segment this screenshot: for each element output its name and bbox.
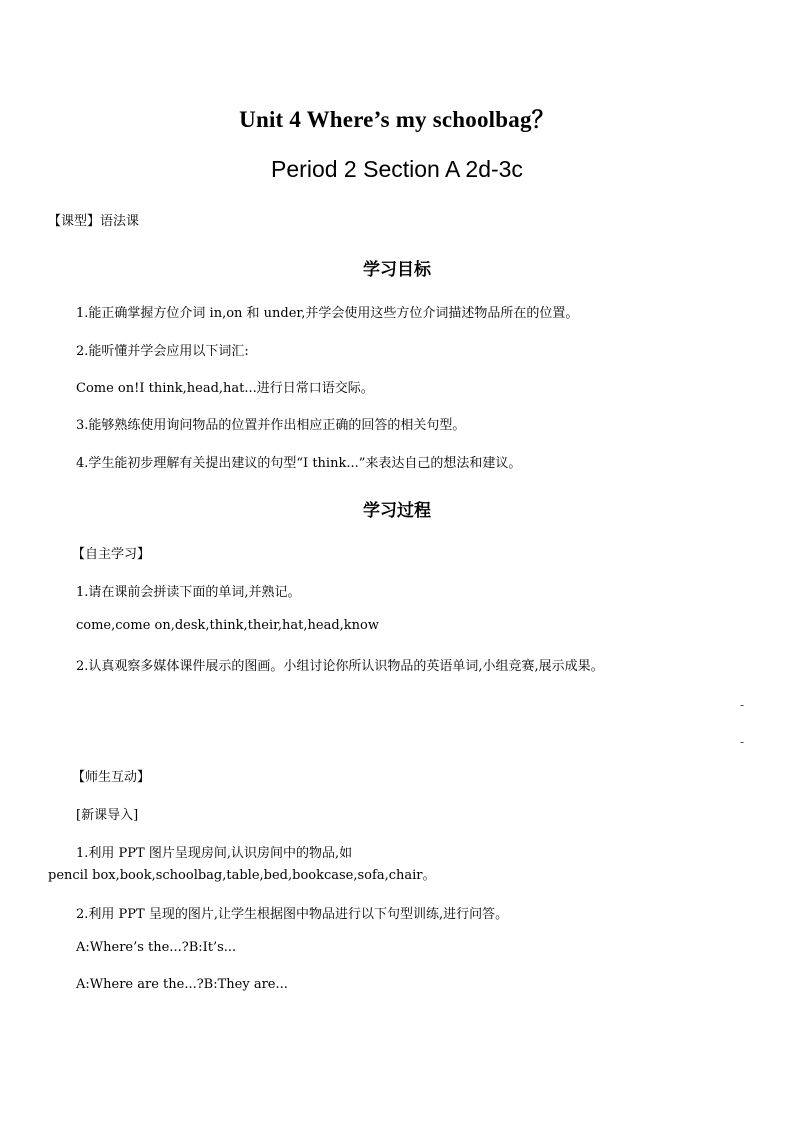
interaction-item: 2.利用 PPT 呈现的图片,让学生根据图中物品进行以下句型训练,进行问答。 xyxy=(76,907,509,922)
blank-mark: - xyxy=(740,698,745,712)
objective-item: Come on!I think,head,hat...进行日常口语交际。 xyxy=(76,381,374,396)
interaction-item: 1.利用 PPT 图片呈现房间,认识房间中的物品,如 xyxy=(76,846,353,861)
interaction-label: 【师生互动】 xyxy=(72,770,151,785)
self-study-item: 2.认真观察多媒体课件展示的图画。小组讨论你所认识物品的英语单词,小组竞赛,展示成果。 xyxy=(76,659,604,674)
dialogue-pattern: A:Where’s the...?B:It’s... xyxy=(76,940,237,955)
interaction-item-continued: pencil box,book,schoolbag,table,bed,bookcase,sofa,chair。 xyxy=(48,868,436,883)
self-study-item: 1.请在课前会拼读下面的单词,并熟记。 xyxy=(76,585,301,600)
objectives-heading: 学习目标 xyxy=(363,260,431,280)
page-title: Unit 4 Where’s my schoolbag？ xyxy=(239,107,555,132)
word-list: come,come on,desk,think,their,hat,head,know xyxy=(76,618,380,633)
page-subtitle: Period 2 Section A 2d-3c xyxy=(271,156,523,182)
process-heading: 学习过程 xyxy=(363,501,431,521)
self-study-label: 【自主学习】 xyxy=(72,547,151,562)
objective-item: 1.能正确掌握方位介词 in,on 和 under,并学会使用这些方位介词描述物品所在的位置。 xyxy=(76,306,579,321)
new-lesson-label: [新课导入] xyxy=(76,808,139,823)
objective-item: 2.能听懂并学会应用以下词汇: xyxy=(76,344,249,359)
lesson-type: 【课型】语法课 xyxy=(48,214,140,229)
objective-item: 4.学生能初步理解有关提出建议的句型“I think...”来表达自己的想法和建议。 xyxy=(76,456,522,471)
objective-item: 3.能够熟练使用询问物品的位置并作出相应正确的回答的相关句型。 xyxy=(76,418,466,433)
dialogue-pattern: A:Where are the...?B:They are... xyxy=(76,977,288,992)
blank-mark: - xyxy=(740,735,745,749)
